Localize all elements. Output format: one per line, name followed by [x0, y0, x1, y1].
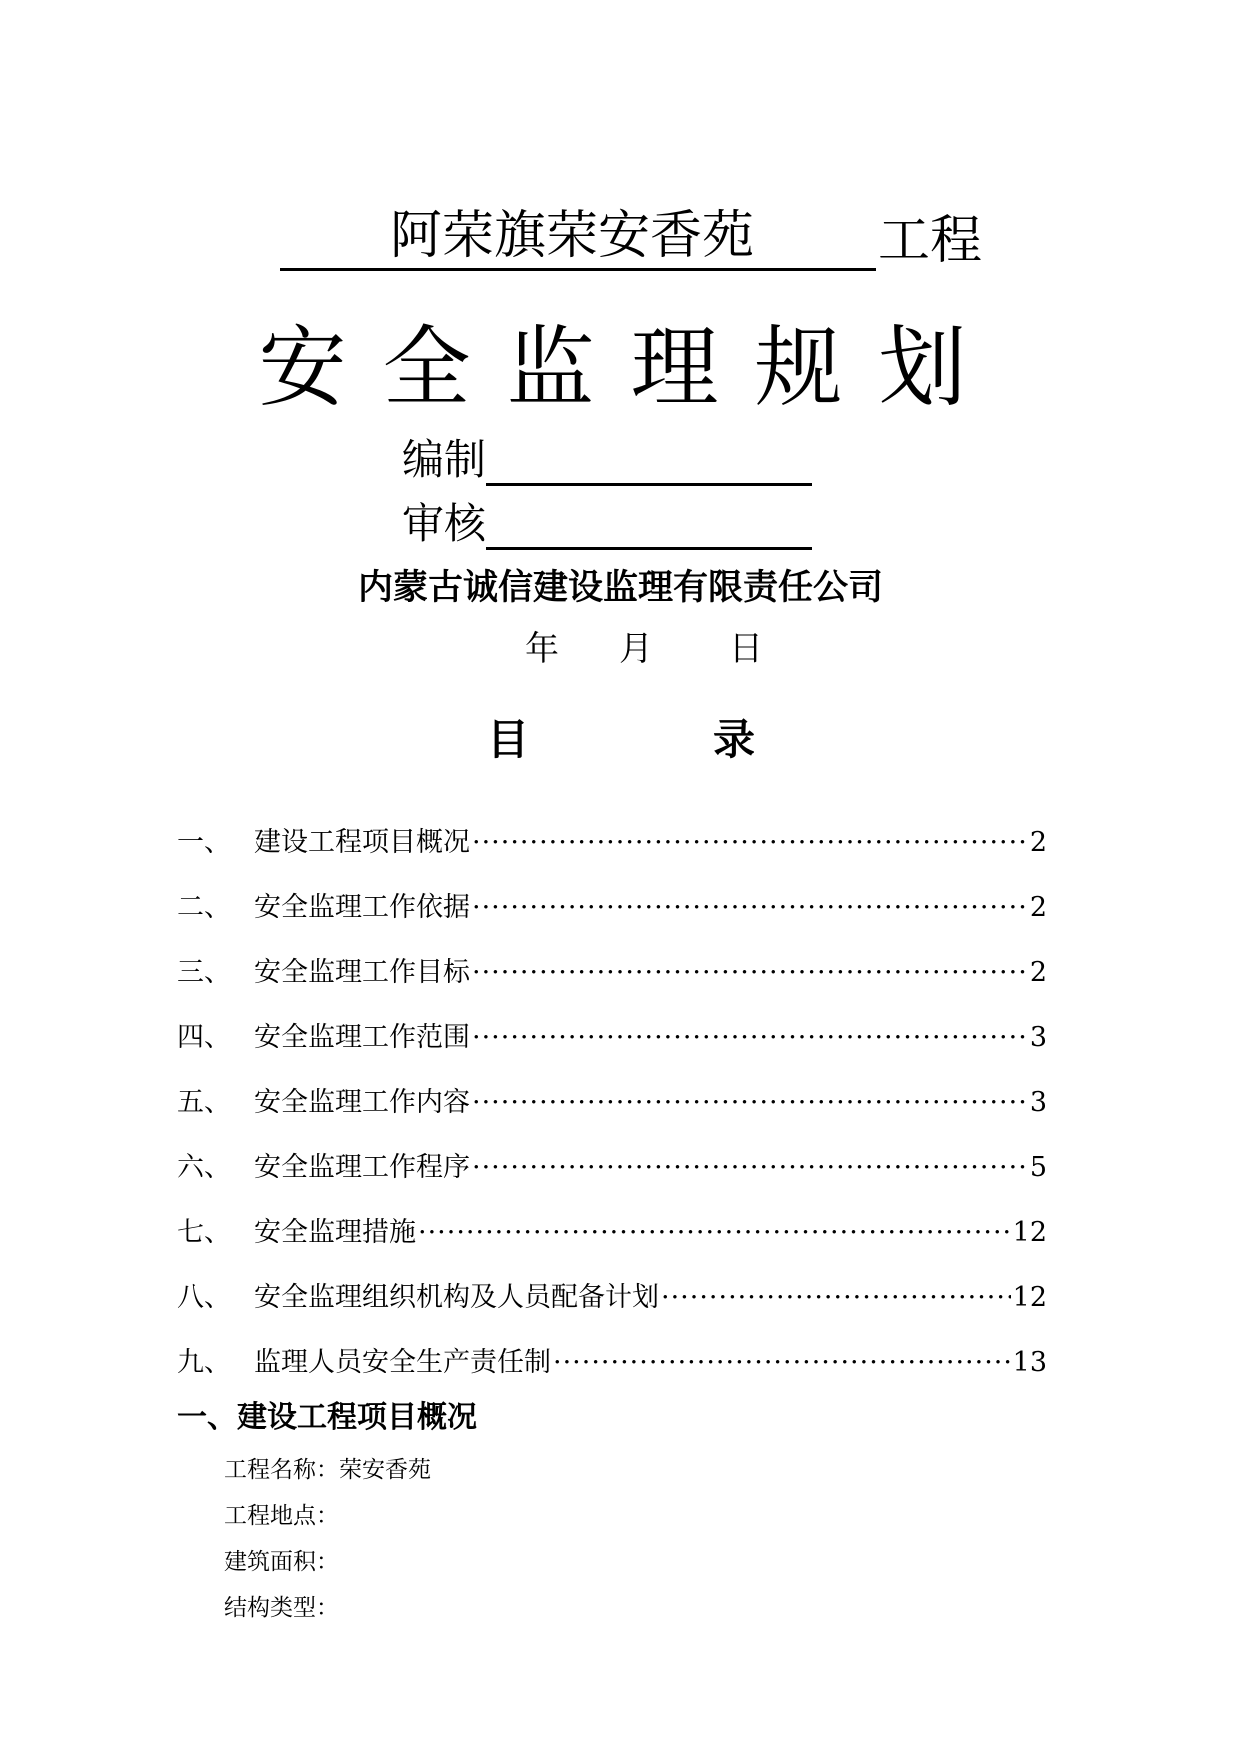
toc-item-number: 三、 — [177, 956, 231, 988]
toc-leader-dots — [472, 1151, 1027, 1185]
toc-leader-dots — [661, 1281, 1011, 1315]
toc-item-number: 五、 — [177, 1086, 231, 1118]
toc-item-page: 13 — [1012, 1346, 1047, 1378]
toc-item-number: 九、 — [177, 1346, 231, 1378]
toc-heading — [487, 712, 755, 768]
info-row-location — [224, 1496, 431, 1542]
toc-item-number: 六、 — [177, 1151, 231, 1183]
toc-leader-dots — [553, 1346, 1011, 1380]
toc-item[interactable] — [177, 1200, 1047, 1265]
toc-item-number: 七、 — [177, 1216, 231, 1248]
info-row-structure-type — [224, 1588, 431, 1634]
toc-item-page: 5 — [1029, 1151, 1047, 1183]
info-label: 结构类型： — [224, 1595, 339, 1621]
info-label: 工程名称： — [224, 1457, 339, 1483]
compiled-by-row — [402, 430, 812, 486]
reviewed-by-line — [486, 501, 812, 550]
toc-heading-right: 录 — [713, 715, 756, 764]
toc-item-number: 八、 — [177, 1281, 231, 1313]
date-year-label: 年 — [525, 629, 559, 669]
date-row — [525, 627, 763, 671]
toc-item-page: 2 — [1029, 956, 1047, 988]
compiled-by-label: 编制 — [402, 435, 487, 484]
toc-leader-dots — [472, 891, 1027, 925]
toc-item-page: 2 — [1029, 891, 1047, 923]
toc-item-title: 安全监理组织机构及人员配备计划 — [254, 1281, 659, 1313]
toc-item-number: 四、 — [177, 1021, 231, 1053]
toc-item[interactable] — [177, 810, 1047, 875]
toc-leader-dots — [472, 1021, 1027, 1055]
table-of-contents — [177, 810, 1047, 1395]
project-title-line — [280, 205, 982, 271]
toc-item[interactable] — [177, 1330, 1047, 1395]
toc-item[interactable] — [177, 875, 1047, 940]
info-label: 工程地点： — [224, 1503, 339, 1529]
toc-heading-left: 目 — [487, 715, 530, 764]
project-name-underline — [280, 206, 876, 271]
toc-item-title: 安全监理工作内容 — [254, 1086, 470, 1118]
toc-item-title: 安全监理工作范围 — [254, 1021, 470, 1053]
reviewed-by-label: 审核 — [402, 499, 487, 548]
toc-item[interactable] — [177, 1265, 1047, 1330]
toc-leader-dots — [472, 826, 1027, 860]
toc-item-title: 安全监理工作程序 — [254, 1151, 470, 1183]
toc-item-page: 3 — [1029, 1086, 1047, 1118]
toc-item-page: 12 — [1012, 1281, 1047, 1313]
toc-item[interactable] — [177, 940, 1047, 1005]
toc-item-title: 安全监理工作依据 — [254, 891, 470, 923]
reviewed-by-row — [402, 494, 812, 550]
toc-item-title: 安全监理措施 — [254, 1216, 416, 1248]
toc-item-title: 监理人员安全生产责任制 — [254, 1346, 551, 1378]
document-title: 安全监理规划 — [258, 316, 1003, 419]
compiled-by-line — [486, 437, 812, 486]
project-info-list — [224, 1450, 431, 1634]
date-day-label: 日 — [729, 629, 763, 669]
info-row-floor-area — [224, 1542, 431, 1588]
info-value: 荣安香苑 — [339, 1457, 431, 1483]
toc-item-page: 12 — [1012, 1216, 1047, 1248]
toc-leader-dots — [472, 1086, 1027, 1120]
section-heading: 一、建设工程项目概况 — [177, 1400, 477, 1435]
toc-item[interactable] — [177, 1070, 1047, 1135]
toc-item[interactable] — [177, 1135, 1047, 1200]
toc-leader-dots — [472, 956, 1027, 990]
info-row-project-name — [224, 1450, 431, 1496]
toc-item-page: 2 — [1029, 826, 1047, 858]
project-name: 阿荣旗荣安香苑 — [390, 206, 755, 266]
toc-leader-dots — [418, 1216, 1011, 1250]
date-month-label: 月 — [619, 629, 653, 669]
company-name: 内蒙古诚信建设监理有限责任公司 — [357, 568, 883, 608]
toc-item[interactable] — [177, 1005, 1047, 1070]
info-label: 建筑面积： — [224, 1549, 339, 1575]
toc-item-number: 一、 — [177, 826, 231, 858]
project-suffix: 工程 — [878, 211, 983, 271]
toc-item-title: 安全监理工作目标 — [254, 956, 470, 988]
toc-item-number: 二、 — [177, 891, 231, 923]
toc-item-page: 3 — [1029, 1021, 1047, 1053]
toc-item-title: 建设工程项目概况 — [254, 826, 470, 858]
